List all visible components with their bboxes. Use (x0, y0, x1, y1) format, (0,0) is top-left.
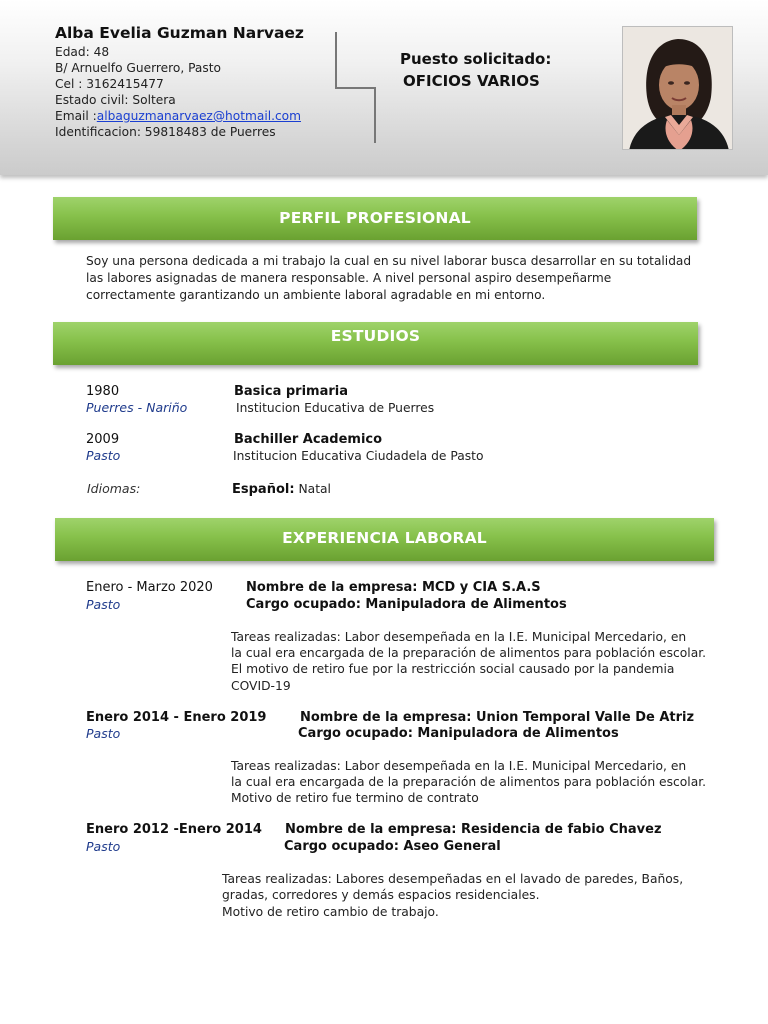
job-task-line: Motivo de retiro fue termino de contrato (231, 791, 479, 805)
study-year: 2009 (86, 432, 120, 447)
language-entry (232, 481, 331, 498)
language-name: Español: (232, 482, 295, 497)
header-divider (335, 87, 376, 89)
study-place: Pasto (86, 448, 121, 463)
profile-line: las labores asignadas de manera responsable. A nivel personal aspiro desempeñarme (86, 270, 612, 285)
identification: Identificacion: 59818483 de Puerres (55, 125, 276, 139)
job-task-line: Tareas realizadas: Labor desempeñada en la I.E. Municipal Mercedario, en (231, 630, 687, 644)
job-task-line: la cual era encargada de la preparación de alimentos para población escolar. (231, 775, 707, 789)
job-period: Enero - Marzo 2020 (86, 580, 213, 595)
profile-line: correctamente garantizando un ambiente laboral agradable en mi entorno. (86, 287, 546, 302)
phone: Cel : 3162415477 (55, 77, 164, 91)
study-place: Puerres - Nariño (86, 400, 188, 415)
job-task-line: Motivo de retiro cambio de trabajo. (222, 905, 439, 919)
study-year: 1980 (86, 384, 120, 399)
email-label: Email : (55, 109, 97, 123)
header-divider (374, 87, 376, 143)
languages-label: Idiomas: (87, 481, 141, 496)
address: B/ Arnuelfo Guerrero, Pasto (55, 61, 221, 75)
email-line (55, 108, 301, 124)
job-task-line: COVID-19 (231, 679, 291, 693)
job-period: Enero 2014 - Enero 2019 (86, 710, 267, 725)
section-studies-header: ESTUDIOS (53, 322, 698, 365)
portrait-image (623, 27, 733, 150)
study-degree: Bachiller Academico (234, 432, 383, 447)
study-degree: Basica primaria (234, 384, 349, 399)
profile-line: Soy una persona dedicada a mi trabajo la cual en su nivel laborar busca desarrollar en su totalidad (86, 254, 692, 268)
job-role: Cargo ocupado: Aseo General (284, 839, 501, 854)
job-company: Nombre de la empresa: Residencia de fabio Chavez (285, 822, 662, 837)
job-role: Cargo ocupado: Manipuladora de Alimentos (246, 597, 567, 612)
section-profile-header: PERFIL PROFESIONAL (53, 197, 697, 240)
job-task-line: gradas, corredores y demás espacios residenciales. (222, 888, 540, 902)
candidate-name: Alba Evelia Guzman Narvaez (55, 24, 304, 42)
job-place: Pasto (86, 726, 121, 741)
job-place: Pasto (86, 597, 121, 612)
job-company: Nombre de la empresa: MCD y CIA S.A.S (246, 580, 541, 595)
civil-status: Estado civil: Soltera (55, 93, 176, 107)
study-institution: Institucion Educativa de Puerres (236, 401, 435, 415)
job-place: Pasto (86, 839, 121, 854)
job-task-line: El motivo de retiro fue por la restricción social causado por la pandemia (231, 662, 675, 676)
header-divider (335, 32, 337, 88)
age: Edad: 48 (55, 45, 110, 59)
job-period: Enero 2012 -Enero 2014 (86, 822, 262, 837)
language-level: Natal (298, 482, 331, 496)
section-experience-header: EXPERIENCIA LABORAL (55, 518, 714, 561)
job-task-line: la cual era encargada de la preparación de alimentos para población escolar. (231, 646, 707, 660)
job-role: Cargo ocupado: Manipuladora de Alimentos (298, 726, 619, 741)
profile-photo (622, 26, 733, 150)
study-institution: Institucion Educativa Ciudadela de Pasto (233, 449, 484, 463)
job-task-line: Tareas realizadas: Labor desempeñada en la I.E. Municipal Mercedario, en (231, 759, 687, 773)
profile-paragraph (86, 253, 726, 303)
job-task-line: Tareas realizadas: Labores desempeñadas en el lavado de paredes, Baños, (222, 872, 684, 886)
position-value: OFICIOS VARIOS (403, 72, 540, 90)
job-company: Nombre de la empresa: Union Temporal Valle De Atriz (300, 710, 695, 725)
position-label: Puesto solicitado: (400, 50, 552, 68)
email-link[interactable]: albaguzmanarvaez@hotmail.com (96, 109, 301, 123)
